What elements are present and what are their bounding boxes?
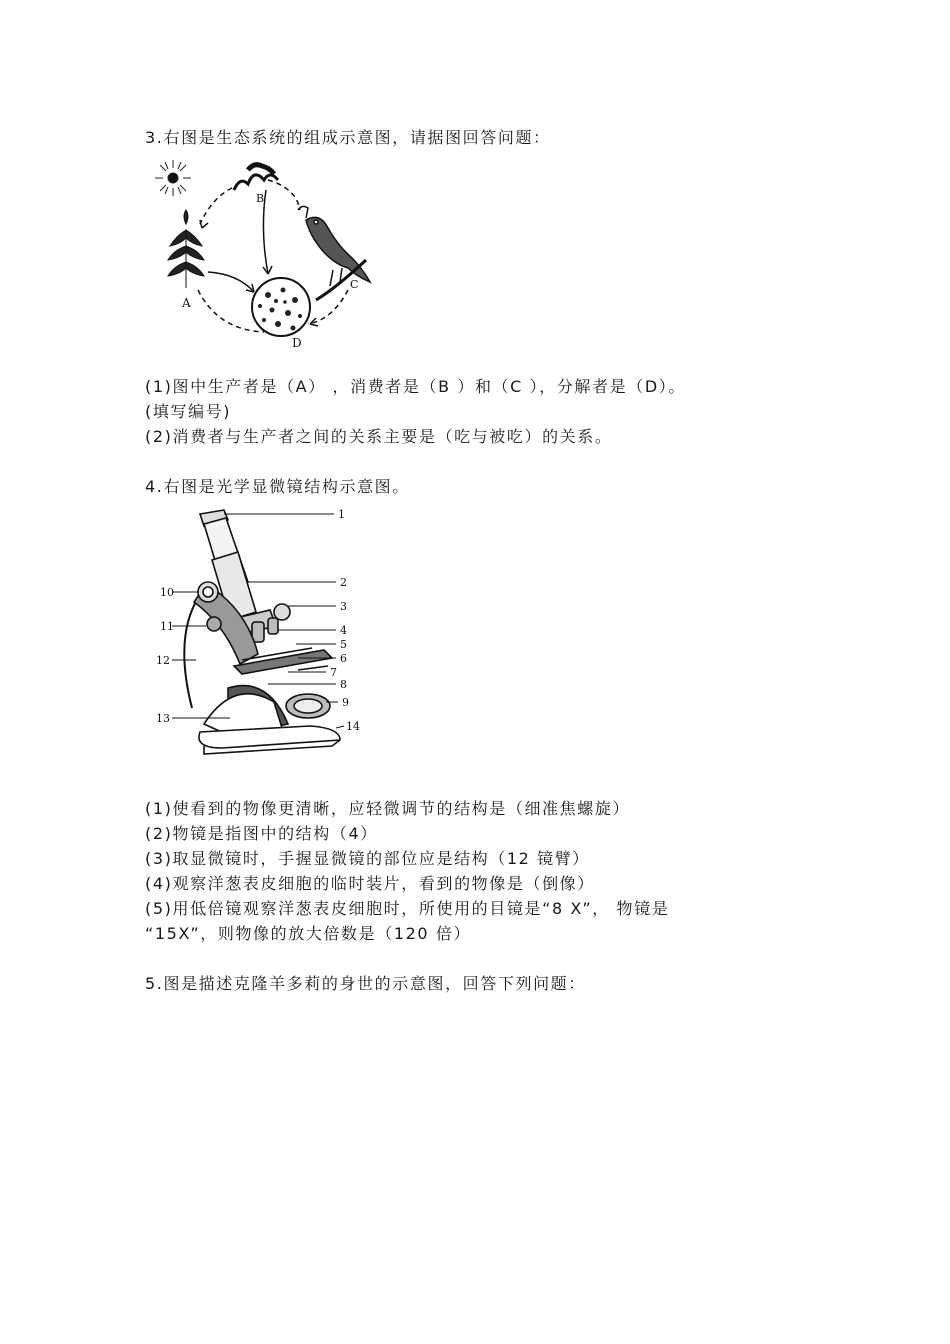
part-label: 4 [340,624,347,637]
label-a: A [182,296,191,310]
part-label: 14 [346,720,360,733]
part-label: 3 [340,600,347,613]
part-label: 9 [342,696,349,709]
q3-answer-1: (1)图中生产者是（A） ，消费者是（B ）和（C ），分解者是（D）。 [145,377,686,396]
bird-icon [298,206,370,300]
caterpillar-icon [234,165,278,190]
part-label: 6 [340,652,347,665]
part-label: 11 [160,620,174,633]
q3-answer-2: (2)消费者与生产者之间的关系主要是（吃与被吃）的关系。 [145,427,613,446]
ecosystem-diagram [148,150,388,350]
part-label: 12 [156,654,170,667]
microorganism-icon [252,278,310,336]
q5-title: 5.图是描述克隆羊多莉的身世的示意图，回答下列问题： [145,974,586,993]
q3-answer-1-note: (填写编号) [145,402,232,421]
label-d: D [292,336,302,350]
q4-answer-1: (1)使看到的物像更清晰，应轻微调节的结构是（细准焦螺旋） [145,799,631,818]
sun-icon [155,160,191,196]
q4-answer-3: (3)取显微镜时，手握显微镜的部位应是结构（12 镜臂） [145,849,590,868]
part-label: 1 [338,508,345,521]
q4-answer-5-line2: “15X”，则物像的放大倍数是（120 倍） [145,924,472,943]
q4-answer-2: (2)物镜是指图中的结构（4） [145,824,378,843]
label-c: C [350,278,359,291]
part-label: 5 [340,638,347,651]
part-label: 10 [160,586,174,599]
q4-title: 4.右图是光学显微镜结构示意图。 [145,477,410,496]
label-b: B [256,192,265,205]
part-label: 2 [340,576,347,589]
q4-answer-4: (4)观察洋葱表皮细胞的临时装片，看到的物像是（倒像） [145,874,595,893]
part-label: 7 [330,666,337,679]
microscope-icon [184,510,340,754]
q4-answer-5-line1: (5)用低倍镜观察洋葱表皮细胞时，所使用的目镜是“8 X”， 物镜是 [145,899,670,918]
q3-title: 3.右图是生态系统的组成示意图，请据图回答问题： [145,128,551,147]
part-label: 8 [340,678,347,691]
part-label: 13 [156,712,170,725]
plant-icon [168,210,204,288]
microscope-diagram [148,502,378,772]
